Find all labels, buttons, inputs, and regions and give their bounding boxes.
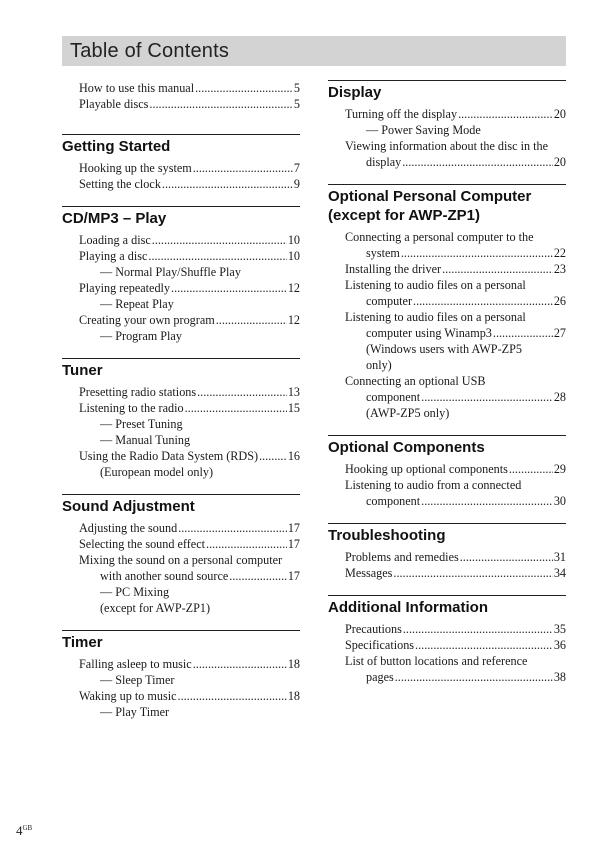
dot-leader [259,448,287,464]
toc-entry-text[interactable]: Creating your own program [79,313,215,327]
dot-leader [403,621,553,637]
toc-entry-text[interactable]: Waking up to music [79,689,177,703]
toc-entry[interactable] [345,138,566,170]
toc-entry-row[interactable] [79,656,300,672]
toc-page-number[interactable]: 18 [287,689,300,703]
toc-entry-text[interactable]: Listening to audio from a connected [345,478,522,492]
toc-entry-text[interactable]: Hooking up optional components [345,462,508,476]
toc-section-additional-information [328,595,566,685]
left-column [62,80,300,734]
toc-entry-row[interactable] [345,669,566,685]
toc-entry[interactable] [79,400,300,448]
toc-subentry: only) [366,358,392,372]
toc-subentry: (Windows users with AWP-ZP5 [366,342,522,356]
toc-entry[interactable] [79,448,300,480]
toc-page-number[interactable]: 10 [287,233,300,247]
toc-subentry: — Sleep Timer [100,673,175,687]
toc-entry[interactable] [345,461,566,477]
toc-page-number[interactable]: 7 [293,161,300,175]
toc-page-number[interactable]: 12 [287,313,300,327]
toc-section-optional-personal-computer-except-for-awp-zp1 [328,184,566,421]
toc-entry[interactable] [79,312,300,344]
toc-entry-text[interactable]: Mixing the sound on a personal computer [79,553,283,567]
toc-entry-text[interactable]: How to use this manual [79,81,195,95]
toc-section-display [328,80,566,170]
toc-section-cd-mp3-play [62,206,300,344]
toc-entry[interactable] [345,277,566,309]
toc-entry[interactable] [79,160,300,176]
dot-leader [171,280,287,296]
dot-leader [393,565,552,581]
toc-entry-text[interactable]: Listening to the radio [79,401,184,415]
toc-entry-row[interactable] [79,568,300,584]
toc-page-number[interactable]: 5 [293,81,300,95]
section-heading: Optional Components [328,435,566,457]
dot-leader [442,261,553,277]
dot-leader [206,536,287,552]
toc-page-number[interactable]: 17 [287,521,300,535]
dot-leader [197,384,287,400]
toc-entry-text[interactable]: Loading a disc [79,233,151,247]
toc-page-number[interactable]: 27 [553,326,566,340]
toc-entry-text[interactable]: Messages [345,566,393,580]
toc-entry-row[interactable] [345,565,566,581]
toc-entry-text[interactable]: component [366,390,421,404]
toc-entry-row[interactable] [345,293,566,309]
toc-entry[interactable] [79,384,300,400]
toc-subentry: (European model only) [100,465,214,479]
toc-page-number[interactable]: 30 [553,494,566,508]
toc-section-troubleshooting [328,523,566,581]
toc-entry-row[interactable] [345,106,566,122]
toc-entry-text[interactable]: Precautions [345,622,402,636]
toc-page-number[interactable]: 18 [287,657,300,671]
toc-section-timer [62,630,300,720]
section-entries [328,549,566,581]
dot-leader [402,154,553,170]
toc-page-number[interactable]: 16 [287,449,300,463]
toc-entry[interactable] [345,621,566,637]
dot-leader [413,293,553,309]
toc-page-number[interactable]: 26 [553,294,566,308]
section-heading: Timer [62,630,300,652]
toc-entry-text[interactable]: Selecting the sound effect [79,537,206,551]
page-number-suffix: GB [22,824,33,832]
toc-entry[interactable] [345,565,566,581]
dot-leader [162,176,293,192]
dot-leader [421,493,553,509]
toc-entry-text[interactable]: Playable discs [79,97,149,111]
toc-page-number[interactable]: 38 [553,670,566,684]
toc-page-number[interactable]: 12 [287,281,300,295]
toc-entry-row[interactable] [345,461,566,477]
toc-page-number[interactable]: 20 [553,155,566,169]
toc-entry-row[interactable] [79,160,300,176]
toc-entry[interactable] [345,309,566,373]
toc-entry-row[interactable] [345,637,566,653]
dot-leader [178,688,287,704]
toc-entry[interactable] [79,80,300,96]
toc-entry[interactable] [79,96,300,112]
toc-entry[interactable] [345,637,566,653]
toc-subentry: — Normal Play/Shuffle Play [100,265,241,279]
dot-leader [148,248,286,264]
toc-entry-text[interactable]: Viewing information about the disc in the [345,139,549,153]
toc-subentry: — Play Timer [100,705,170,719]
toc-page-number[interactable]: 15 [287,401,300,415]
dot-leader [458,106,553,122]
toc-entry[interactable] [79,280,300,312]
toc-entry[interactable] [345,477,566,509]
toc-page-number[interactable]: 35 [553,622,566,636]
toc-entry[interactable] [345,373,566,421]
dot-leader [185,400,287,416]
section-heading: Getting Started [62,134,300,156]
section-entries [328,461,566,509]
toc-entry[interactable] [79,232,300,248]
toc-entry-text[interactable]: Turning off the display [345,107,458,121]
toc-entry-text[interactable]: List of button locations and reference [345,654,528,668]
toc-page-number[interactable]: 22 [553,246,566,260]
toc-page-number[interactable]: 9 [293,177,300,191]
dot-leader [395,669,553,685]
toc-entry-row[interactable] [79,248,300,264]
toc-entry[interactable] [79,552,300,616]
toc-section-sound-adjustment [62,494,300,616]
toc-page-number[interactable]: 5 [293,97,300,111]
section-heading: Tuner [62,358,300,380]
toc-entry-row[interactable] [345,325,566,341]
dot-leader [178,520,287,536]
toc-entry-row[interactable] [345,549,566,565]
toc-entry-row[interactable] [79,280,300,296]
toc-entry-row[interactable] [79,448,300,464]
toc-page-number[interactable]: 29 [553,462,566,476]
toc-section-optional-components [328,435,566,509]
right-column [328,80,566,699]
toc-entry[interactable] [79,536,300,552]
section-heading: CD/MP3 – Play [62,206,300,228]
toc-entry-row[interactable] [79,536,300,552]
toc-entry-text[interactable]: Specifications [345,638,415,652]
section-heading: Display [328,80,566,102]
toc-entry[interactable] [79,248,300,280]
toc-entry[interactable] [79,520,300,536]
toc-entry-row[interactable] [79,400,300,416]
toc-page-number[interactable]: 23 [553,262,566,276]
dot-leader [421,389,553,405]
toc-entry-text[interactable]: Playing repeatedly [79,281,171,295]
toc-entry-text[interactable]: Adjusting the sound [79,521,178,535]
dot-leader [193,656,287,672]
section-entries [62,232,300,344]
toc-entry-row[interactable] [79,520,300,536]
dot-leader [195,80,293,96]
toc-entry-row[interactable] [345,621,566,637]
section-entries [328,621,566,685]
toc-entry-row[interactable] [345,245,566,261]
toc-entry-text[interactable]: component [366,494,421,508]
toc-entry-text[interactable]: Problems and remedies [345,550,459,564]
toc-page-number[interactable]: 17 [287,537,300,551]
toc-page-number[interactable]: 34 [553,566,566,580]
section-entries [62,80,300,112]
toc-subentry: (except for AWP-ZP1) [100,601,211,615]
toc-entry-text[interactable]: with another sound source [100,569,229,583]
toc-subentry: (AWP-ZP5 only) [366,406,450,420]
toc-page-number[interactable]: 13 [287,385,300,399]
toc-entry-row[interactable] [345,493,566,509]
section-heading: Optional Personal Computer (except for AWP-ZP1) [328,184,566,225]
toc-entry-row[interactable] [345,154,566,170]
section-entries [62,384,300,480]
dot-leader [193,160,293,176]
toc-entry-text[interactable]: Listening to audio files on a personal [345,278,526,292]
toc-entry-text[interactable]: system [366,246,400,260]
toc-entry-row[interactable] [79,384,300,400]
dot-leader [149,96,293,112]
toc-page-number[interactable]: 31 [553,550,566,564]
toc-entry[interactable] [345,229,566,261]
toc-entry-text[interactable]: Connecting a personal computer to the [345,230,534,244]
toc-subentry: — Repeat Play [100,297,174,311]
page-number: 4 [16,823,23,838]
toc-entry-text[interactable]: Presetting radio stations [79,385,197,399]
toc-entry-text[interactable]: Listening to audio files on a personal [345,310,526,324]
section-heading: Troubleshooting [328,523,566,545]
toc-entry[interactable] [79,656,300,688]
toc-entry-text[interactable]: computer using Winamp3 [366,326,492,340]
toc-subentry: — Program Play [100,329,182,343]
section-entries [62,160,300,192]
toc-page-number[interactable]: 36 [553,638,566,652]
dot-leader [493,325,553,341]
toc-entry-text[interactable]: Setting the clock [79,177,161,191]
toc-entry[interactable] [345,549,566,565]
dot-leader [460,549,553,565]
toc-entry[interactable] [345,106,566,138]
section-heading: Additional Information [328,595,566,617]
page-title: Table of Contents [70,40,230,62]
toc-page-number[interactable]: 10 [287,249,300,263]
toc-entry[interactable] [79,176,300,192]
section-entries [328,229,566,421]
section-heading: Sound Adjustment [62,494,300,516]
toc-entry-row[interactable] [79,176,300,192]
toc-entry-text[interactable]: Connecting an optional USB [345,374,486,388]
toc-entry[interactable] [345,653,566,685]
toc-entry-text[interactable]: display [366,155,402,169]
toc-subentry: — Preset Tuning [100,417,183,431]
dot-leader [415,637,553,653]
toc-entry-row[interactable] [79,688,300,704]
toc-entry-row[interactable] [79,232,300,248]
dot-leader [152,232,287,248]
toc-subentry: — PC Mixing [100,585,170,599]
toc-entry-text[interactable]: Playing a disc [79,249,148,263]
toc-section-intro [62,80,300,112]
toc-entry-row[interactable] [345,261,566,277]
dot-leader [229,568,287,584]
toc-entry-text[interactable]: Installing the driver [345,262,442,276]
toc-page-number[interactable]: 28 [553,390,566,404]
dot-leader [216,312,287,328]
toc-page-number[interactable]: 17 [287,569,300,583]
toc-entry-row[interactable] [79,96,300,112]
section-entries [328,106,566,170]
toc-entry[interactable] [79,688,300,720]
dot-leader [509,461,553,477]
toc-subentry: — Manual Tuning [100,433,191,447]
toc-entry-text[interactable]: pages [366,670,394,684]
page-footer [16,823,32,839]
toc-section-getting-started [62,134,300,192]
toc-entry[interactable] [345,261,566,277]
toc-entry-text[interactable]: Using the Radio Data System (RDS) [79,449,259,463]
toc-page-number[interactable]: 20 [553,107,566,121]
toc-entry-row[interactable] [79,312,300,328]
toc-entry-text[interactable]: Hooking up the system [79,161,192,175]
toc-title-bar [62,36,566,66]
toc-entry-text[interactable]: Falling asleep to music [79,657,192,671]
toc-section-tuner [62,358,300,480]
section-entries [62,520,300,616]
section-entries [62,656,300,720]
toc-subentry: — Power Saving Mode [366,123,481,137]
toc-entry-row[interactable] [79,80,300,96]
dot-leader [401,245,553,261]
toc-entry-row[interactable] [345,389,566,405]
toc-entry-text[interactable]: computer [366,294,413,308]
